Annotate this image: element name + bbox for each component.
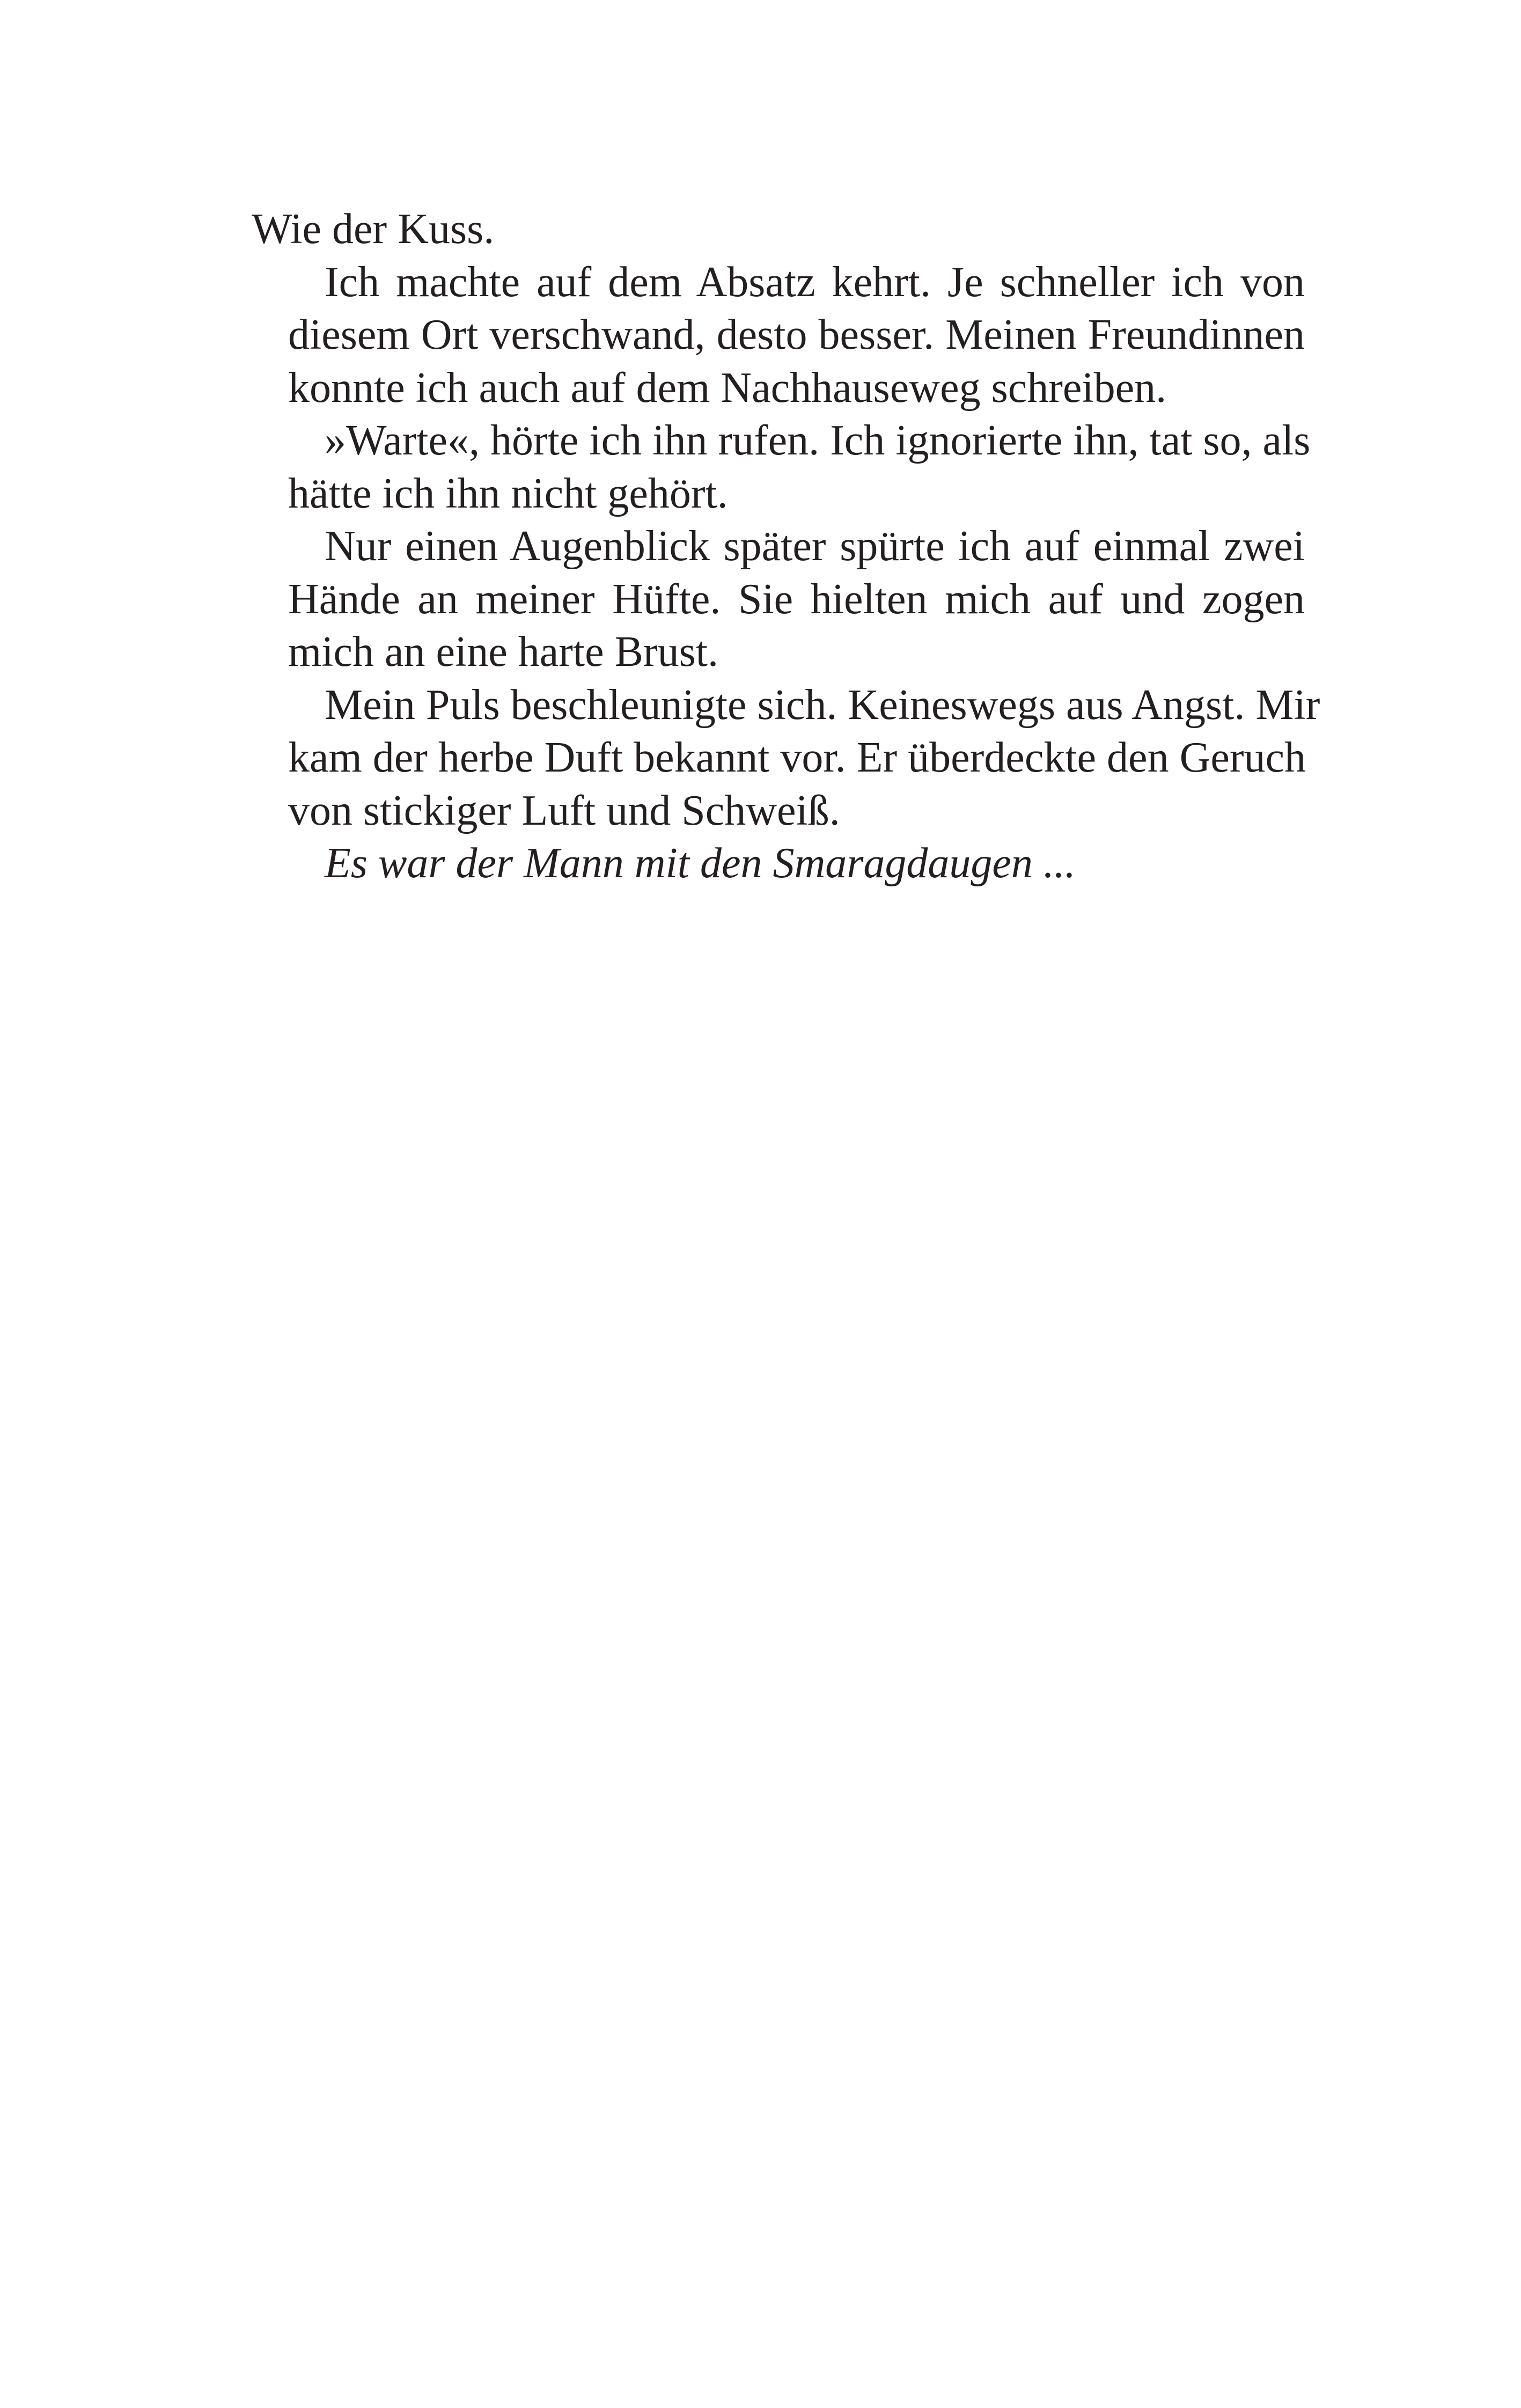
text-line: Es war der Mann mit den Smaragdaugen ...	[325, 840, 1076, 887]
paragraph-1	[252, 203, 1305, 256]
text-line: Mein Puls beschleunigte sich. Keineswegs aus Angst. Mir	[325, 681, 1320, 729]
text-line: mich an eine harte Brust.	[288, 628, 718, 676]
text-line: Wie der Kuss.	[252, 205, 495, 253]
text-line: Nur einen Augenblick später spürte ich auf einmal zwei	[325, 523, 1305, 570]
paragraph-3	[252, 414, 1311, 520]
text-line: kam der herbe Duft bekannt vor. Er überdeckte den Geruch	[288, 734, 1306, 781]
paragraph-4	[252, 520, 1305, 679]
text-line: »Warte«, hörte ich ihn rufen. Ich ignorierte ihn, tat so, als	[325, 417, 1311, 464]
paragraph-6-italic	[252, 837, 1305, 890]
text-line: von stickiger Luft und Schweiß.	[288, 787, 840, 834]
text-line: konnte ich auch auf dem Nachhauseweg schreiben.	[288, 364, 1167, 412]
paragraph-5	[252, 679, 1320, 838]
text-line: Ich machte auf dem Absatz kehrt. Je schneller ich von	[325, 258, 1305, 306]
body-text	[252, 203, 1320, 890]
text-line: Hände an meiner Hüfte. Sie hielten mich auf und zogen	[288, 575, 1305, 623]
paragraph-2	[252, 256, 1305, 415]
text-line: diesem Ort verschwand, desto besser. Meinen Freundinnen	[288, 311, 1305, 358]
text-line: hätte ich ihn nicht gehört.	[288, 469, 728, 517]
